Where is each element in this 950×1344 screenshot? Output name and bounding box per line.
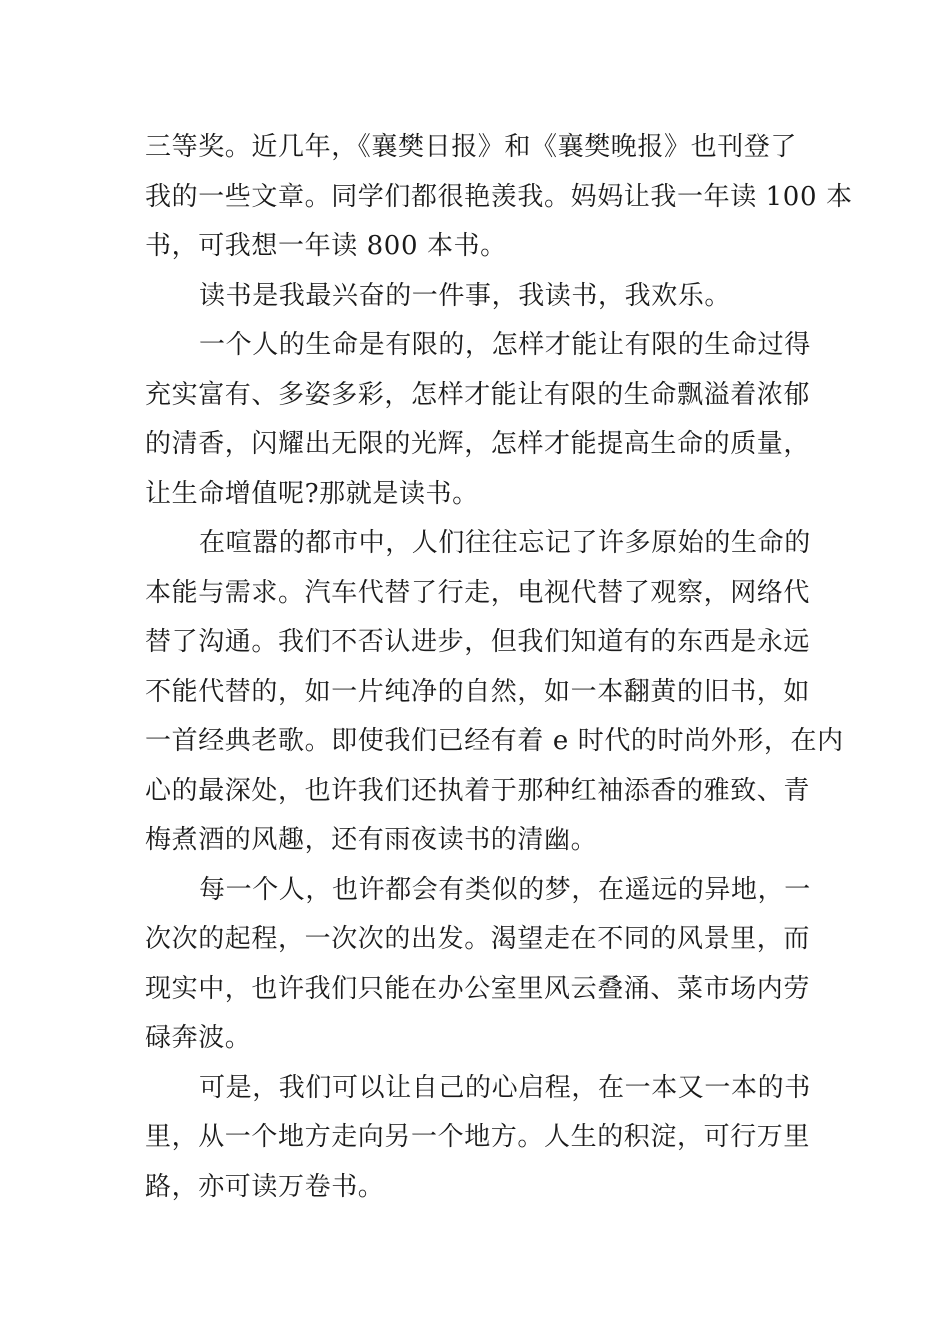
text-line: 读书是我最兴奋的一件事，我读书，我欢乐。 [199, 280, 732, 311]
text-line: 三等奖。近几年，《襄樊日报》和《襄樊晚报》也刊登了 [145, 132, 798, 162]
text-line: 一首经典老歌。即使我们已经有着 e 时代的时尚外形，在内 [145, 726, 844, 756]
text-line: 充实富有、多姿多彩，怎样才能让有限的生命飘溢着浓郁 [145, 379, 811, 410]
text-line: 一个人的生命是有限的，怎样才能让有限的生命过得 [199, 330, 811, 360]
paragraph-5 [145, 866, 813, 1064]
text-line: 现实中，也许我们只能在办公室里风云叠涌、菜市场内劳 [145, 973, 811, 1004]
text-line: 心的最深处，也许我们还执着于那种红袖添香的雅致、青 [145, 775, 811, 806]
paragraph-1 [145, 123, 853, 272]
text-line: 替了沟通。我们不否认进步，但我们知道有的东西是永远 [145, 627, 811, 657]
body-text [145, 123, 853, 1212]
text-line: 次次的起程，一次次的出发。渴望走在不同的风景里，而 [145, 924, 811, 954]
paragraph-6 [145, 1064, 813, 1213]
text-line: 路，亦可读万卷书。 [145, 1171, 385, 1202]
text-line: 可是，我们可以让自己的心启程，在一本又一本的书 [199, 1072, 811, 1103]
text-line: 每一个人，也许都会有类似的梦，在遥远的异地，一 [199, 874, 811, 905]
text-line: 本能与需求。汽车代替了行走，电视代替了观察，网络代 [145, 577, 811, 608]
paragraph-4 [145, 519, 844, 866]
text-line: 让生命增值呢?那就是读书。 [145, 478, 479, 509]
text-line: 书，可我想一年读 800 本书。 [145, 231, 507, 261]
text-line: 在喧嚣的都市中，人们往往忘记了许多原始的生命的 [199, 528, 811, 558]
text-line: 里，从一个地方走向另一个地方。人生的积淀，可行万里 [145, 1122, 811, 1152]
text-line: 不能代替的，如一片纯净的自然，如一本翻黄的旧书，如 [145, 676, 811, 707]
text-line: 碌奔波。 [145, 1023, 252, 1053]
text-line: 的清香，闪耀出无限的光辉，怎样才能提高生命的质量， [145, 429, 811, 459]
paragraph-3 [145, 321, 813, 519]
text-line: 我的一些文章。同学们都很艳羡我。妈妈让我一年读 100 本 [145, 181, 853, 212]
text-line: 梅煮酒的风趣，还有雨夜读书的清幽。 [145, 825, 598, 855]
paragraph-2 [145, 272, 813, 322]
